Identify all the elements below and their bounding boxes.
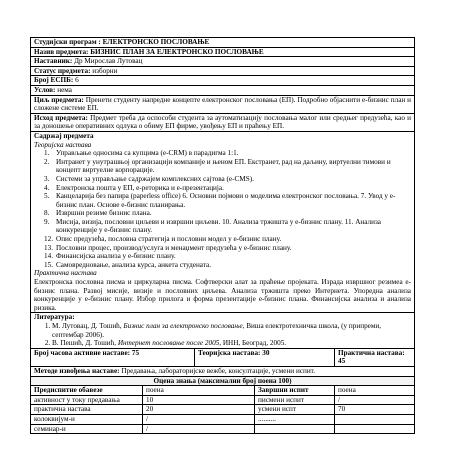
ects-row <box>31 76 415 86</box>
literature-authors: В. Пешић, Д. Тошић, <box>52 339 117 348</box>
goal-text: Пренети студенту напредне концепте електронског пословања (ЕП). Подробно објаснити е-бизнис план и сложене системе ЕП. <box>34 95 411 113</box>
theory-item <box>44 184 411 193</box>
theory-item-number: 2. <box>44 157 50 166</box>
theory-list <box>34 149 411 269</box>
grading-cell <box>335 414 415 424</box>
theory-item <box>44 192 411 209</box>
methods-label: Методе извођења наставе: <box>34 366 120 375</box>
literature-title: Бизнис план за електронско пословање, <box>123 322 245 330</box>
theory-item-number: 15. <box>44 260 53 269</box>
course-name-label: Назив предмета: <box>34 47 89 56</box>
grading-cell: .......... <box>255 414 335 424</box>
theory-label: Теоријска настава <box>34 140 92 149</box>
practice-hours: Практична настава: 45 <box>335 348 415 366</box>
grading-cell: 10 <box>143 395 255 405</box>
course-name-row <box>31 47 415 57</box>
literature-title: Интернет пословање после 2005, <box>117 339 222 348</box>
grading-cell <box>255 424 335 434</box>
teacher-row <box>31 57 415 67</box>
grading-cell: практична настава <box>31 405 143 415</box>
theory-item-text: Системи за управљање садржајем комплексних сајтова (e-CMS). <box>56 174 254 183</box>
theory-item <box>44 175 411 184</box>
condition-row <box>31 85 415 95</box>
theory-item-text: Извршни резиме бизнис плана. <box>56 209 152 218</box>
theory-item-text: Финансијска анализа у е-бизнис плану. <box>56 252 176 261</box>
theory-item-number: 1. <box>44 149 50 158</box>
theory-item <box>44 261 411 270</box>
literature-authors: М. Лутовац, Д. Тошић, <box>52 322 122 330</box>
content-row <box>31 131 415 312</box>
study-program-row <box>31 38 415 48</box>
status-row <box>31 66 415 76</box>
theory-item-number: 4. <box>44 183 50 192</box>
grading-title: Оцена знања (максимални број поена 100) <box>31 376 415 386</box>
theory-item-text: Канцеларија без папира (paperless office) 6. Основни појмови о моделима електронског пословања. 7. Увод у е-бизнис план. Основе е-бизнис планирања. <box>56 192 396 209</box>
theory-item-text: Самовредновање, анализа курса, анкета студената. <box>56 260 212 269</box>
theory-item-text: Пословни процес, производ/услуга и менаџмент предузећа у е-бизнис плану. <box>56 243 292 252</box>
course-syllabus-page <box>30 37 414 434</box>
practice-text: Електронска пословна писма и циркуларна писма. Софтверски алат за праћење пројеката. Израда извршног резимеа е-бизнис плана. Развој мисије, визије и пословних циљева. Анализа тржишта преко Интернета. Упоредна анализа конкуренције у е-бизнис плану. Избор прилога и форма презентације е-бизнис плана. Финансијска анализа и анализа ризика. <box>34 278 411 312</box>
grading-cell: / <box>335 395 415 405</box>
grading-row <box>31 414 415 424</box>
theory-item <box>44 158 411 175</box>
literature-row <box>31 313 415 348</box>
grading-title-row <box>31 376 415 386</box>
theory-item <box>44 209 411 218</box>
theory-item-number: 3. <box>44 174 50 183</box>
hours-row <box>31 348 415 366</box>
methods-row <box>31 366 415 376</box>
theory-item-text: Управљање односима са купцима (e-CRM) в парадигма 1:1. <box>56 149 239 158</box>
grading-header-final: Завршни испит <box>255 386 335 396</box>
theory-item-number: 8. <box>44 209 50 218</box>
theory-hours: Теоријска настава: 30 <box>195 348 335 366</box>
theory-item-number: 9. <box>44 217 50 226</box>
outcome-label: Исход предмета: <box>34 113 88 122</box>
practice-label: Практична настава <box>34 269 97 278</box>
literature-label: Литература: <box>34 313 75 322</box>
content-label: Садржај предмета <box>34 131 94 140</box>
condition-label: Услов: <box>34 85 56 94</box>
theory-item-text: Интранет у унутрашњој организацији компаније и њеном ЕП. Екстранет, рад на даљину, виртуелни тимови и концепт виртуелне корпорације. <box>56 157 391 175</box>
ects-value: 6 <box>75 76 79 85</box>
condition-value: нема <box>57 85 72 94</box>
theory-item-text: Електронска пошта у ЕП, е-реторика и е-презентација. <box>56 183 224 192</box>
teacher-value: Др Мирослав Лутовац <box>74 57 143 66</box>
status-label: Статус предмета: <box>34 66 91 75</box>
teacher-label: Наставник: <box>34 57 73 66</box>
grading-cell: 70 <box>335 405 415 415</box>
status-value: изборни <box>92 66 118 75</box>
literature-item <box>52 322 411 339</box>
theory-item <box>44 218 411 235</box>
outcome-row <box>31 113 415 131</box>
theory-item-text: Мисија, визија, пословни циљеви и извршни циљеви. 10. Анализа тржишта у е-бизнис плану. 11. Анализа конкуренције у е-бизнис плану. <box>56 217 381 235</box>
theory-item <box>44 235 411 244</box>
active-hours: Број часова активне наставе: 75 <box>31 348 195 366</box>
methods-text: Предавања, лабораторијске вежбе, консултације, усмени испит. <box>121 366 316 375</box>
literature-rest: ИНН, Београд, 2005. <box>222 339 287 348</box>
grading-cell: писмени испит <box>255 395 335 405</box>
grading-header-points-final: поена <box>335 386 415 396</box>
grading-cell: усмени испт <box>255 405 335 415</box>
grading-cell: колоквијум-и <box>31 414 143 424</box>
grading-row <box>31 405 415 415</box>
theory-item-number: 14. <box>44 252 53 261</box>
grading-cell: / <box>143 414 255 424</box>
course-name-value: БИЗНИС ПЛАН ЗА ЕЛЕКТРОНСКО ПОСЛОВАЊЕ <box>90 47 264 56</box>
theory-item-number: 12. <box>44 235 53 244</box>
grading-row <box>31 424 415 434</box>
grading-cell: / <box>143 424 255 434</box>
study-program-label: Студијски програм : <box>34 38 101 46</box>
ects-label: Број ЕСПБ: <box>34 76 74 85</box>
grading-header-row <box>31 386 415 396</box>
goal-row <box>31 95 415 113</box>
grading-header-pre: Предиспитне обавезе <box>31 386 143 396</box>
theory-item-number: 13. <box>44 243 53 252</box>
theory-item <box>44 244 411 253</box>
grading-cell <box>335 424 415 434</box>
theory-item-text: Опис предузећа, пословна стратегија и пословни модел у е-бизнис плану. <box>56 235 282 244</box>
theory-item-number: 5. <box>44 192 50 201</box>
grading-header-points: поена <box>143 386 255 396</box>
outcome-text: Предмет треба да оспособи студента за аутоматизацију пословања малог или средњег предузећа, као и за доношење оперативних одлука о обиму ЕП фирме, увођењу ЕП и праћењу ЕП. <box>34 113 412 131</box>
literature-item <box>52 339 411 348</box>
grading-cell: 20 <box>143 405 255 415</box>
syllabus-table <box>30 37 415 434</box>
study-program-value: ЕЛЕКТРОНСКО ПОСЛОВАЊЕ <box>102 38 210 46</box>
goal-label: Циљ предмета: <box>34 95 84 104</box>
grading-row <box>31 395 415 405</box>
theory-item <box>44 252 411 261</box>
grading-cell: активност у току предавања <box>31 395 143 405</box>
literature-rest: Виша електротехничка школа, (у припреми, септембар 2006). <box>52 322 382 339</box>
theory-item <box>44 149 411 158</box>
literature-list <box>34 322 411 348</box>
grading-cell: семинар-и <box>31 424 143 434</box>
